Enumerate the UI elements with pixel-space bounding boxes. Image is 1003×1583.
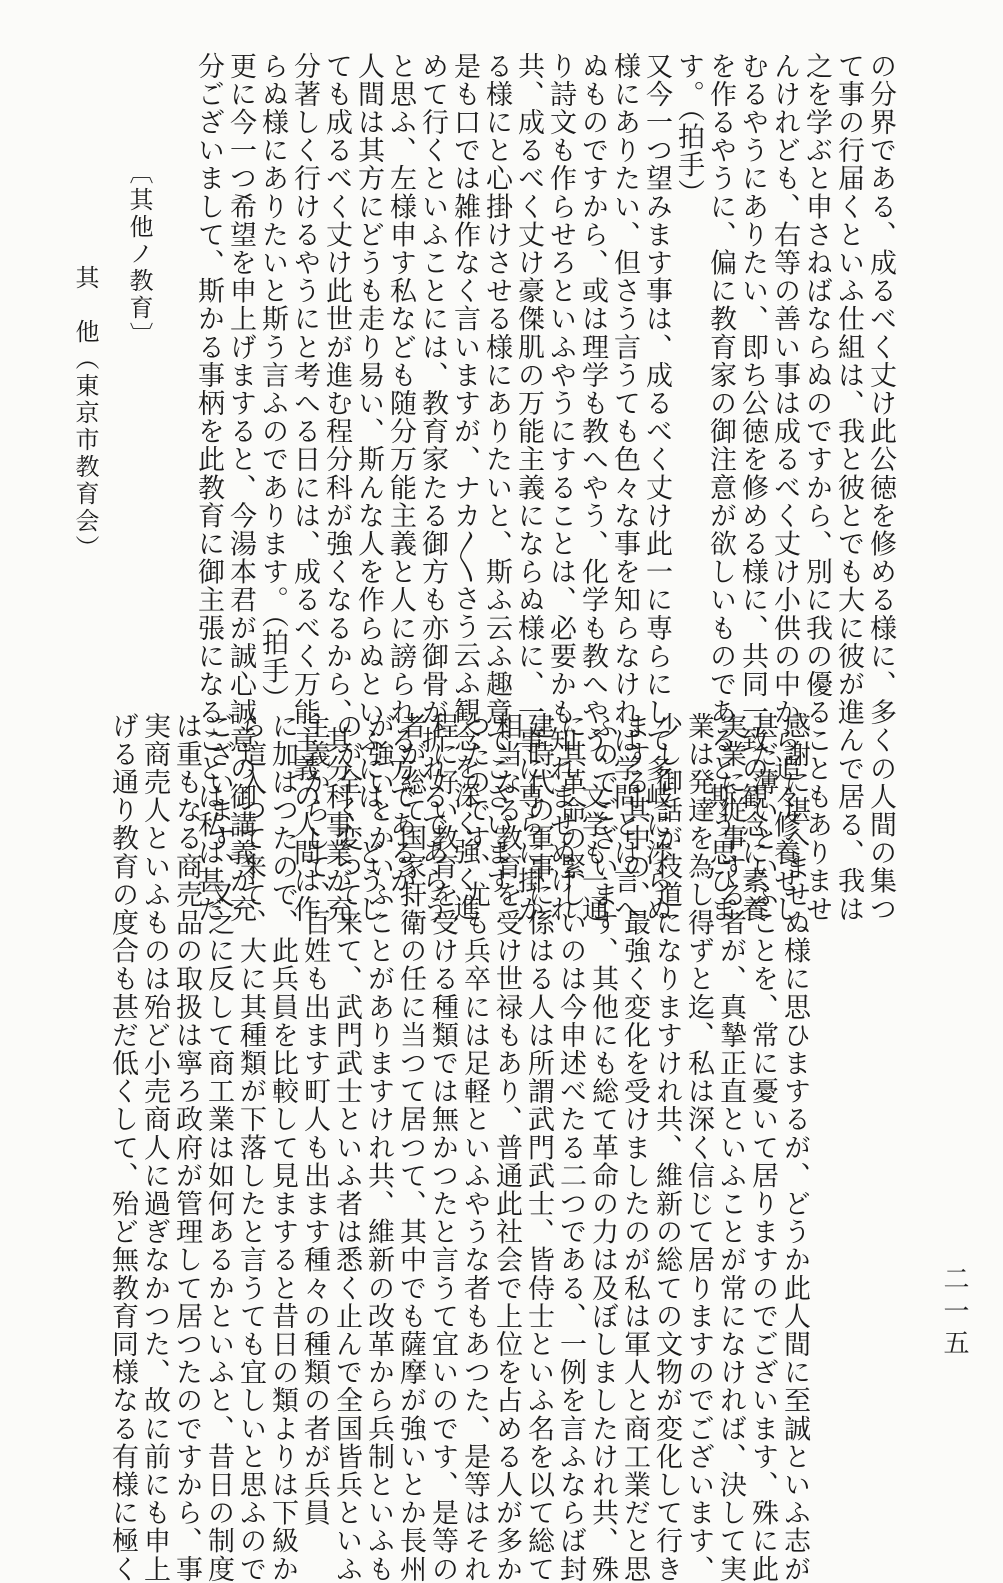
page-number: 二一五: [939, 1265, 969, 1361]
text-column: 更に今一つ希望を申上げますると、今湯本君が誠心誠意の御講義が充: [225, 52, 256, 924]
text-column: つたのです、尤も兵卒には足軽といふやうな者もあつた、是等はそれ: [459, 712, 490, 1583]
text-column: を作るやうに、偏に教育家の御注意が欲しいものであると斯う思ひま: [705, 52, 736, 924]
text-column: らぬ様にありたいと斯う言ふのであります。（拍手）: [257, 52, 288, 713]
text-column: 主義からして、百姓も出ます町人も出ます種々の種類の者が兵員: [299, 712, 330, 1527]
text-column: 人間は其方にどうも走り易い、斯んな人を作らぬといふには、どうし: [353, 52, 384, 924]
text-column: 業は発達を為し得ずと迄、私は深く信じて居りますのでございます、: [683, 712, 714, 1583]
text-column: が強いとかいふことがありますけれ共、維新の改革から兵制といふも: [363, 712, 394, 1583]
upper-text-block: [192, 52, 896, 924]
text-column: 共、成るべく丈け豪傑肌の万能主義にならぬ様に、一事に専らに掛か: [513, 52, 544, 924]
text-column: 少し御話が枝道になりますけれ共、維新の総ての文物が変化して行き: [651, 712, 682, 1583]
text-column: 分著しく行けるやうにと考へる日には、成るべく万能主義の人間は作: [289, 52, 320, 924]
text-column: 実商売人といふものは殆ど小売商人に過ぎなかつた、故に前にも申上: [139, 712, 170, 1583]
text-column: は重もなる商売品の取扱は寧ろ政府が管理して居つたのですから、事: [171, 712, 202, 1583]
text-column: んけれども、右等の善い事は成るべく丈け小供の中から追々修養せし: [769, 52, 800, 924]
text-column: 者が総て国家扞衛の任に当つて居つて、其中でも薩摩が強いとか長州: [395, 712, 426, 1583]
text-column: まする其中の、最強く変化を受けましたのが私は軍人と商工業だと思: [619, 712, 650, 1583]
text-column: 様にありたい、但さう言うても色々な事を知らなければ学問とは言へ: [609, 52, 640, 924]
text-column: ぬものですから、或は理学も教へやう、化学も教へやう、文学も一通: [577, 52, 608, 924]
text-column: 又今一つ望みます事は、成るべく丈け此一に専らにして多岐に渉らぬ: [641, 52, 672, 924]
text-column: 程に好い教育を受ける種類では無かつたと言うて宜いのです、是等の: [427, 712, 458, 1583]
text-column: 相当なる教育を受け世禄もあり、普通此社会で上位を占める人が多か: [491, 712, 522, 1583]
text-column: げる通り教育の度合も甚だ低くして、殆ど無教育同様なる有様に極く: [107, 712, 138, 1583]
running-header-section: 〔其他ノ教育〕: [125, 160, 153, 349]
text-column: 建時代の軍事に係はる人は所謂武門武士、皆侍士といふ名を以て総て: [523, 712, 554, 1583]
text-column: ございます、又之に反して商工業は如何あるかといふと、昔日の制度: [203, 712, 234, 1583]
text-column: 感謝に堪へませぬ様に思ひまするが、どうか此人間に至誠といふ志が: [779, 712, 810, 1583]
text-column: 之を学ぶと申さねばならぬのですから、別に我の優ることもありませ: [801, 52, 832, 924]
text-column: り詩文も作らせろといふやうにすることは、必要かも知れませぬけれ: [545, 52, 576, 924]
text-column: 分ございまして、斯かる事柄を此教育に御主張になることは私は甚だ: [193, 52, 224, 924]
text-column: に其革命の緊しいのは今申述べたる二つである、一例を言ふならば封: [555, 712, 586, 1583]
text-column: に加はつたので、此兵員を比較して見ますると昔日の類よりは下級か: [267, 712, 298, 1583]
text-column: のが全く変つて来て、武門武士といふ者は悉く止んで全国皆兵といふ: [331, 712, 362, 1583]
text-column: る様にと心掛けさせる様にありたいと、斯ふ云ふ趣意でございます。: [481, 52, 512, 924]
text-column: ら這入つて来て、大に其種類が下落したと言うても宜しいと思ふので: [235, 712, 266, 1583]
text-column: 甚だ薄いといふことを、常に憂いて居りますのでございます、殊に此: [747, 712, 778, 1583]
text-column: めて行くといふことには、教育家たる御方も亦御骨が折れるであらう: [417, 52, 448, 924]
text-column: て事の行届くといふ仕組は、我と彼とでも大に彼が進んで居る、我は: [833, 52, 864, 924]
text-column: ても成るべく丈け此世が進む程分科が強くなるから、其分科事業が充: [321, 52, 352, 924]
text-column: の分界である、成るべく丈け此公徳を修める様に、多くの人間の集つ: [865, 52, 896, 924]
text-column: むるやうにありたい、即ち公徳を修める様に、共同一致の観念に素養: [737, 52, 768, 924]
text-column: ふのでございます、其他にも総て革命の力は及ぼしましたけれ共、殊: [587, 712, 618, 1583]
text-column: す。（拍手）: [673, 52, 704, 208]
text-column: と思ふ、左様申す私なども随分万能主義と人に謗られる方であるが、: [385, 52, 416, 924]
text-column: 是も口では雑作なく言いますが、ナカ〳〵さう云ふ観念を深く強く進: [449, 52, 480, 922]
running-header-title: 其 他（東京市教育会）: [71, 265, 99, 562]
text-column: 実業に従事する者が、真摯正直といふことが常になければ、決して実: [715, 712, 746, 1583]
lower-text-block: [106, 712, 810, 1583]
